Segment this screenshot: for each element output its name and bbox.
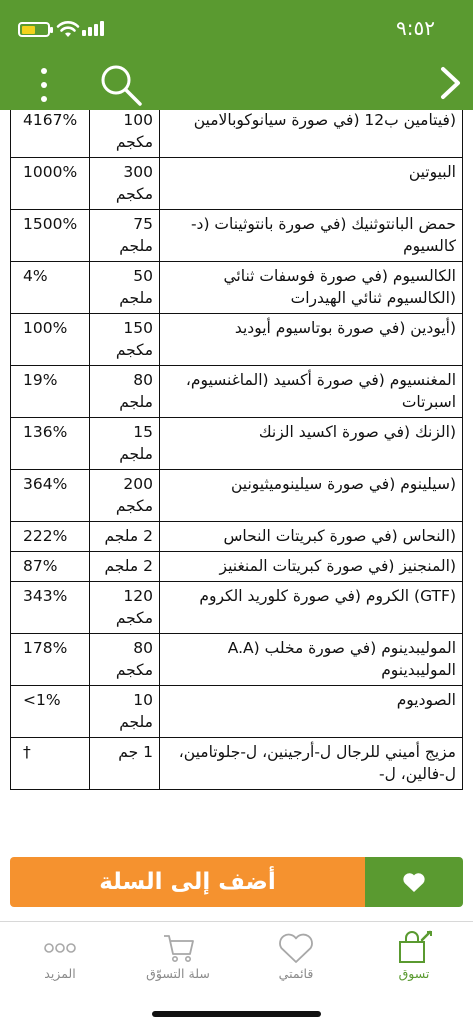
- tab-label: قائمتي: [278, 966, 314, 981]
- more-vertical-icon[interactable]: [36, 68, 52, 102]
- nutrient-daily-value-cell: [11, 262, 90, 314]
- nutrient-daily-value: 4%: [23, 267, 48, 285]
- nutrient-daily-value: 343%: [23, 587, 68, 605]
- nutrient-daily-value: 136%: [23, 423, 68, 441]
- nutrient-amount: 120 مكجم: [90, 582, 160, 634]
- table-row: [11, 582, 463, 634]
- nutrient-daily-value: 1500%: [23, 215, 78, 233]
- nutrition-table: [10, 110, 463, 790]
- nutrient-amount: 1 جم: [90, 738, 160, 790]
- nutrient-daily-value: 87%: [23, 557, 58, 575]
- nutrient-amount: 80 ملجم: [90, 366, 160, 418]
- nutrient-daily-value-cell: [11, 738, 90, 790]
- nutrient-daily-value: 4167%: [23, 111, 78, 129]
- bottom-tab-bar: [0, 921, 473, 1024]
- tab-label: تسوق: [398, 966, 430, 981]
- table-row: [11, 470, 463, 522]
- nutrient-amount: 2 ملجم: [90, 552, 160, 582]
- heart-icon: [402, 871, 426, 893]
- nutrient-name: (فيتامين ب12 (في صورة سيانوكوبالامين: [160, 110, 463, 158]
- battery-icon: [18, 22, 50, 37]
- nutrient-name: حمض البانتوثنيك (في صورة بانتوثينات (د-كالسيوم: [160, 210, 463, 262]
- nutrient-amount: 50 ملجم: [90, 262, 160, 314]
- nutrient-name: (النحاس (في صورة كبريتات النحاس: [160, 522, 463, 552]
- nutrient-name: البيوتين: [160, 158, 463, 210]
- nutrient-amount: 200 مكجم: [90, 470, 160, 522]
- wifi-icon: [56, 20, 80, 38]
- nutrient-daily-value-cell: [11, 634, 90, 686]
- add-to-cart-button[interactable]: أضف إلى السلة: [10, 857, 365, 907]
- nutrient-amount: 2 ملجم: [90, 522, 160, 552]
- heart-outline-icon: [276, 930, 316, 966]
- nutrient-amount: 80 مكجم: [90, 634, 160, 686]
- tab-cart[interactable]: [119, 922, 237, 997]
- nutrient-daily-value-cell: [11, 686, 90, 738]
- table-row: [11, 110, 463, 158]
- more-dots-icon: [40, 930, 80, 966]
- cart-bar: [10, 857, 463, 907]
- table-row: [11, 686, 463, 738]
- table-row: [11, 158, 463, 210]
- chevron-right-icon[interactable]: [437, 66, 463, 100]
- nutrient-daily-value-cell: [11, 210, 90, 262]
- nutrient-daily-value-cell: [11, 582, 90, 634]
- table-row: [11, 262, 463, 314]
- table-row: [11, 522, 463, 552]
- tab-label: المزيد: [44, 966, 76, 981]
- tab-more[interactable]: [1, 922, 119, 997]
- nutrient-daily-value: 178%: [23, 639, 68, 657]
- nutrient-daily-value: †: [23, 743, 31, 761]
- nutrient-name: الكالسيوم (في صورة فوسفات ثنائي (الكالسيوم ثنائي الهيدرات: [160, 262, 463, 314]
- nutrient-amount: 150 مكجم: [90, 314, 160, 366]
- nutrient-daily-value-cell: [11, 158, 90, 210]
- nutrient-amount: 75 ملجم: [90, 210, 160, 262]
- tab-my-list[interactable]: [237, 922, 355, 997]
- nutrient-daily-value: <1%: [23, 691, 61, 709]
- nutrient-name: المغنسيوم (في صورة أكسيد (الماغنسيوم، اسبرتات: [160, 366, 463, 418]
- table-row: [11, 418, 463, 470]
- nutrient-daily-value: 1000%: [23, 163, 78, 181]
- nutrient-name: (GTF) الكروم (في صورة كلوريد الكروم: [160, 582, 463, 634]
- nutrient-daily-value-cell: [11, 552, 90, 582]
- nutrient-daily-value: 222%: [23, 527, 68, 545]
- nutrient-daily-value-cell: [11, 522, 90, 552]
- nutrient-name: (الزنك (في صورة اكسيد الزنك: [160, 418, 463, 470]
- nutrient-daily-value: 100%: [23, 319, 68, 337]
- nutrient-amount: 15 ملجم: [90, 418, 160, 470]
- table-row: [11, 314, 463, 366]
- nutrient-amount: 10 ملجم: [90, 686, 160, 738]
- table-row: [11, 738, 463, 790]
- table-row: [11, 366, 463, 418]
- tab-shop[interactable]: [355, 922, 473, 997]
- nutrient-daily-value-cell: [11, 314, 90, 366]
- nutrient-name: الموليبدينوم (في صورة مخلب (A.A الموليبدينوم: [160, 634, 463, 686]
- nutrient-daily-value: 19%: [23, 371, 58, 389]
- nutrient-amount: 300 مكجم: [90, 158, 160, 210]
- nutrient-amount: 100 مكجم: [90, 110, 160, 158]
- nutrient-daily-value-cell: [11, 366, 90, 418]
- toolbar: [0, 56, 473, 110]
- status-bar: [0, 0, 473, 56]
- nutrient-name: الصوديوم: [160, 686, 463, 738]
- table-row: [11, 210, 463, 262]
- nutrition-table-container[interactable]: [0, 110, 473, 848]
- cart-icon: [158, 930, 198, 966]
- search-icon[interactable]: [98, 62, 144, 108]
- nutrient-daily-value: 364%: [23, 475, 68, 493]
- app-header: [0, 0, 473, 110]
- status-time: ٩:٥٢: [396, 16, 435, 40]
- favorite-button[interactable]: [365, 857, 463, 907]
- nutrient-daily-value-cell: [11, 470, 90, 522]
- nutrient-daily-value-cell: [11, 110, 90, 158]
- nutrient-name: (أيودين (في صورة بوتاسيوم أيوديد: [160, 314, 463, 366]
- table-row: [11, 634, 463, 686]
- nutrient-name: مزيج أميني للرجال ل-أرجينين، ل-جلوتامين، ل-فالين، ل-: [160, 738, 463, 790]
- home-indicator: [152, 1011, 321, 1017]
- tab-label: سلة التسوّق: [146, 966, 210, 981]
- signal-icon: [82, 20, 104, 36]
- table-row: [11, 552, 463, 582]
- nutrient-name: (سيلينوم (في صورة سيلينوميثيونين: [160, 470, 463, 522]
- nutrient-daily-value-cell: [11, 418, 90, 470]
- nutrient-name: (المنجنيز (في صورة كبريتات المنغنيز: [160, 552, 463, 582]
- shopping-bag-icon: [394, 930, 434, 966]
